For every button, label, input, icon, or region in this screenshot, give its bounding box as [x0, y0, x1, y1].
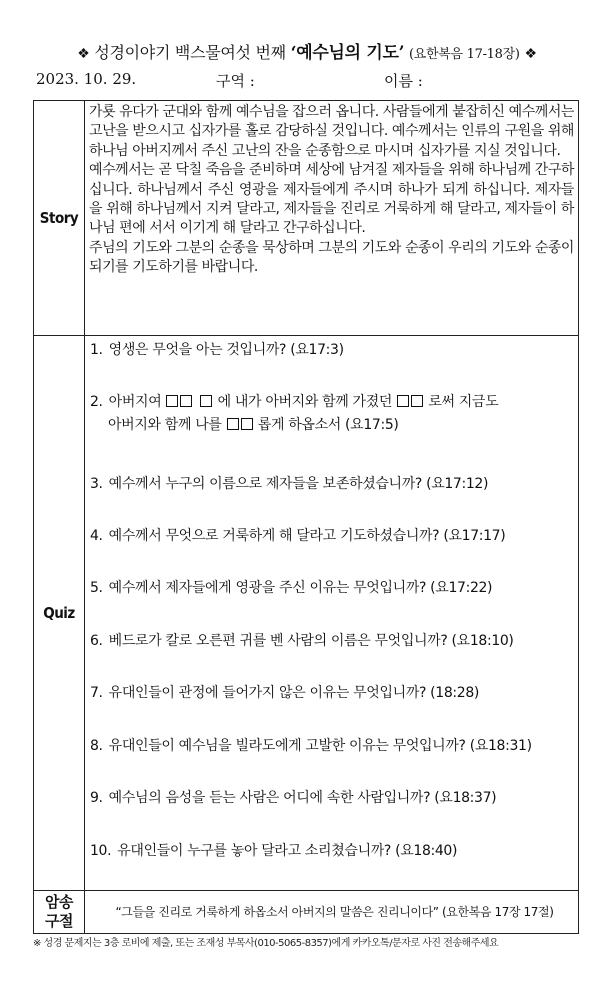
date-text: 2023. 10. 29. — [36, 70, 137, 88]
quiz-question — [90, 840, 574, 862]
question-number: 6. — [90, 633, 103, 649]
quiz-question — [90, 473, 574, 495]
question-number: 5. — [90, 580, 103, 596]
quiz-row — [34, 336, 579, 891]
quiz-question — [90, 525, 574, 547]
submission-note: ※ 성경 문제지는 3층 로비에 제출, 또는 조재성 부목사(010-5065-8357)에게 카카오톡/문자로 사진 전송해주세요 — [33, 938, 499, 949]
memorize-row — [34, 891, 579, 934]
question-text: 예수께서 제자들에게 영광을 주신 이유는 무엇입니까? (요17:22) — [108, 580, 493, 596]
title-main: ‘예수님의 기도’ — [290, 43, 405, 63]
diamond-icon: ❖ — [77, 46, 90, 62]
blank-box — [227, 418, 239, 430]
question-text: 유대인들이 예수님을 빌라도에게 고발한 이유는 무엇입니까? (요18:31) — [108, 738, 532, 754]
memorize-label-line: 암송 — [45, 893, 73, 911]
worksheet-title — [0, 38, 614, 63]
quiz-cell — [85, 336, 579, 891]
quiz-label: Quiz — [34, 336, 85, 891]
question-text: 유대인들이 누구를 놓아 달라고 소리쳤습니까? (요18:40) — [117, 843, 458, 859]
story-cell — [85, 101, 579, 336]
story-text — [85, 101, 578, 278]
story-label: Story — [34, 101, 85, 336]
title-reference: (요한복음 17-18장) — [408, 47, 520, 62]
question-number: 10. — [90, 843, 112, 859]
question-number: 9. — [90, 790, 103, 806]
question-text: 아버지와 함께 나를 — [108, 417, 222, 433]
title-prefix: 성경이야기 백스물여섯 번째 — [94, 43, 286, 62]
name-label: 이름 : — [384, 72, 423, 90]
quiz-question — [90, 339, 574, 361]
question-text: 예수님의 음성을 듣는 사람은 어디에 속한 사람입니까? (요18:37) — [108, 790, 497, 806]
quiz-question — [90, 630, 574, 652]
memorize-label — [34, 891, 85, 934]
quiz-question — [90, 787, 574, 809]
diamond-icon: ❖ — [524, 46, 537, 62]
info-row — [36, 70, 596, 94]
story-row — [34, 101, 579, 336]
quiz-question — [90, 735, 574, 757]
question-number: 8. — [90, 738, 103, 754]
question-text: 에 내가 아버지와 함께 가졌던 — [217, 394, 393, 410]
quiz-list — [85, 336, 578, 890]
question-number: 3. — [90, 476, 103, 492]
question-text: 예수께서 누구의 이름으로 제자들을 보존하셨습니까? (요17:12) — [108, 476, 489, 492]
story-paragraph: 주님의 기도와 그분의 순종을 묵상하며 그분의 기도와 순종이 우리의 기도와 순종이 되기를 기도하기를 바랍니다. — [89, 239, 574, 276]
question-text: 베드로가 칼로 오른편 귀를 벤 사람의 이름은 무엇입니까? (요18:10) — [108, 633, 514, 649]
blank-box — [397, 395, 409, 407]
blank-box — [166, 395, 178, 407]
question-text: 로써 지금도 — [428, 394, 499, 410]
blank-box — [241, 418, 253, 430]
story-paragraph: 가룟 유다가 군대와 함께 예수님을 잡으러 옵니다. 사람들에게 붙잡히신 예수께서는 고난을 받으시고 십자가를 홀로 감당하실 것입니다. 예수께서는 인류의 구원을 위해 하나님 아버지께서 주신 고난의 잔을 순종함으로 마시며 십자가를 지실 것입니다. — [89, 104, 574, 159]
blank-box — [200, 395, 212, 407]
blank-box — [180, 395, 192, 407]
question-text: 영생은 무엇을 아는 것입니까? (요17:3) — [108, 342, 344, 358]
question-text: 유대인들이 관정에 들어가지 않은 이유는 무엇입니까? (18:28) — [108, 685, 480, 701]
memory-verse: “그들을 진리로 거룩하게 하옵소서 아버지의 말씀은 진리니이다” (요한복음 17장 17절) — [115, 905, 554, 919]
quiz-question — [90, 682, 574, 704]
question-number: 1. — [90, 342, 103, 358]
story-paragraph: 예수께서는 곧 닥칠 죽음을 준비하며 세상에 남겨질 제자들을 위해 하나님께 간구하십니다. 하나님께서 주신 영광을 제자들에게 주시며 하나가 되게 하십니다. 제자들을 위해 하나님께서 지켜 달라고, 제자들을 진리로 거룩하게 해 달라고, 제자들이 하나님 편에 서서 이기게 해 달라고 간구하십니다. — [89, 162, 574, 237]
quiz-question — [90, 577, 574, 599]
question-text: 롭게 하옵소서 (요17:5) — [257, 417, 399, 433]
quiz-question — [90, 391, 574, 437]
question-text: 아버지여 — [108, 394, 162, 410]
question-number: 7. — [90, 685, 103, 701]
area-label: 구역 : — [216, 72, 255, 90]
memorize-label-line: 구절 — [45, 912, 73, 930]
question-number: 2. — [90, 394, 103, 410]
blank-box — [411, 395, 423, 407]
worksheet-table — [33, 100, 579, 934]
question-number: 4. — [90, 528, 103, 544]
memorize-cell — [85, 891, 579, 934]
question-text: 예수께서 무엇으로 거룩하게 해 달라고 기도하셨습니까? (요17:17) — [108, 528, 506, 544]
